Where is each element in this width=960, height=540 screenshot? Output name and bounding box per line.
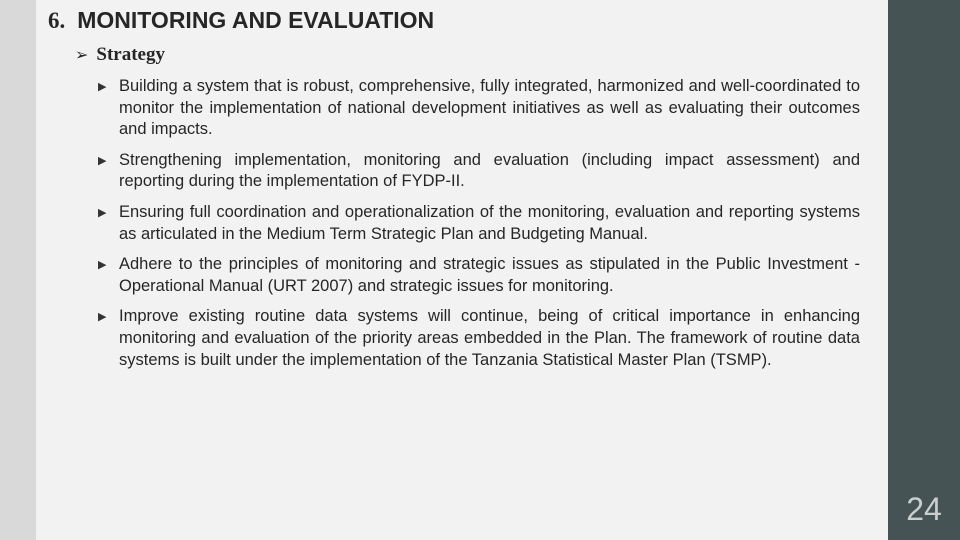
left-stripe: [0, 0, 36, 540]
bullet-text: Adhere to the principles of monitoring and strategic issues as stipulated in the Public Investment - Operational Manual (URT 2007) and strategic issues for monitoring.: [119, 255, 860, 295]
bullet-text: Improve existing routine data systems will continue, being of critical importance in enhancing monitoring and evaluation of the priority areas embedded in the Plan. The framework of routine data systems is built under the implementation of the Tanzania Statistical Master Plan (TSMP).: [119, 307, 860, 369]
bullet-text: Building a system that is robust, comprehensive, fully integrated, harmonized and well-coordinated to monitor the implementation of national development initiatives as well as evaluating their outcomes and impacts.: [119, 77, 860, 139]
list-item: [98, 306, 860, 371]
bullet-text: Ensuring full coordination and operationalization of the monitoring, evaluation and reporting systems as articulated in the Medium Term Strategic Plan and Budgeting Manual.: [119, 202, 860, 243]
slide-title: [48, 7, 434, 34]
title-number: 6.: [48, 8, 66, 33]
slide-number: 24: [906, 491, 942, 527]
arrow-bullet-icon: ➢: [75, 45, 89, 64]
bullet-text: Strengthening implementation, monitoring and evaluation (including impact assessment) and reporting during the implementation of FYDP-II.: [119, 150, 860, 191]
triangle-right-icon: ▶: [98, 205, 107, 219]
section-heading-text: Strategy: [96, 44, 165, 65]
bullet-list: [98, 76, 860, 380]
title-text: MONITORING AND EVALUATION: [77, 7, 435, 33]
triangle-right-icon: ▶: [98, 310, 107, 324]
section-heading: [75, 44, 165, 66]
list-item: [98, 76, 860, 141]
triangle-right-icon: ▶: [98, 153, 107, 167]
right-side-bar: [888, 0, 960, 540]
triangle-right-icon: ▶: [98, 80, 107, 93]
list-item: [98, 254, 860, 297]
list-item: [98, 202, 860, 245]
list-item: [98, 150, 860, 193]
triangle-right-icon: ▶: [98, 258, 107, 272]
